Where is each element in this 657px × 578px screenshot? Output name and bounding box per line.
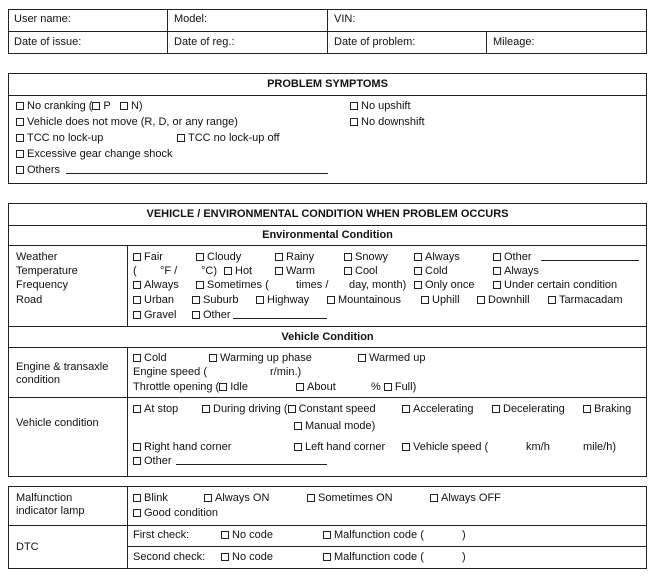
- checkbox-icon[interactable]: [120, 102, 128, 110]
- checkbox-icon[interactable]: [133, 509, 141, 517]
- weather-fair: Fair: [133, 251, 163, 264]
- checkbox-icon[interactable]: [133, 494, 141, 502]
- road-label: Road: [16, 294, 43, 306]
- checkbox-icon[interactable]: [294, 422, 302, 430]
- dtc-label: DTC: [16, 541, 39, 553]
- vehicle-braking: Braking: [583, 403, 631, 416]
- checkbox-icon[interactable]: [402, 405, 410, 413]
- info-col-divider: [486, 31, 487, 54]
- weather-snowy: Snowy: [344, 251, 388, 264]
- checkbox-icon[interactable]: [16, 102, 24, 110]
- checkbox-icon[interactable]: [384, 383, 392, 391]
- conditions-col-divider: [127, 245, 128, 326]
- dtc-first-no-code: No code: [221, 529, 273, 542]
- engine-warming: Warming up phase: [209, 352, 312, 365]
- symptom-shock: Excessive gear change shock: [16, 148, 173, 161]
- checkbox-icon[interactable]: [275, 253, 283, 261]
- checkbox-icon[interactable]: [402, 443, 410, 451]
- temp-celsius: °C): [201, 265, 218, 277]
- road-suburb: Suburb: [192, 294, 238, 307]
- mileage-field[interactable]: Mileage:: [493, 36, 535, 48]
- temp-cold: Cold: [414, 265, 448, 278]
- road-tarmacadam: Tarmacadam: [548, 294, 623, 307]
- symptoms-title-divider: [8, 95, 647, 96]
- engine-warmed: Warmed up: [358, 352, 425, 365]
- model-field[interactable]: Model:: [174, 13, 208, 25]
- vehicle-right-corner: Right hand corner: [133, 441, 231, 454]
- weather-other-blank-line[interactable]: [541, 260, 639, 261]
- dtc-second-close: ): [462, 551, 466, 563]
- weather-cloudy: Cloudy: [196, 251, 241, 264]
- conditions-divider: [8, 347, 647, 348]
- checkbox-icon[interactable]: [296, 383, 304, 391]
- checkbox-icon[interactable]: [192, 311, 200, 319]
- freq-day-month: day, month): [349, 279, 407, 291]
- checkbox-icon[interactable]: [414, 281, 422, 289]
- vehicle-speed-mileh: mile/h): [583, 441, 617, 453]
- checkbox-icon[interactable]: [219, 383, 227, 391]
- dtc-second-check: Second check:: [133, 551, 206, 563]
- checkbox-icon[interactable]: [204, 494, 212, 502]
- temp-cool: Cool: [344, 265, 378, 278]
- checkbox-icon[interactable]: [177, 134, 185, 142]
- mil-always-off: Always OFF: [430, 492, 501, 505]
- checkbox-icon[interactable]: [192, 296, 200, 304]
- road-other: Other: [192, 309, 231, 322]
- vehicle-speed: Vehicle speed (: [402, 441, 488, 454]
- info-col-divider: [167, 9, 168, 54]
- road-mountainous: Mountainous: [327, 294, 401, 307]
- mil-blink: Blink: [133, 492, 168, 505]
- conditions-divider: [8, 225, 647, 226]
- symptom-no-downshift: No downshift: [350, 116, 425, 129]
- checkbox-icon[interactable]: [350, 102, 358, 110]
- checkbox-icon[interactable]: [344, 253, 352, 261]
- temp-always: Always: [493, 265, 539, 278]
- weather-rainy: Rainy: [275, 251, 314, 264]
- conditions-divider: [8, 245, 647, 246]
- checkbox-icon[interactable]: [133, 311, 141, 319]
- checkbox-icon[interactable]: [16, 134, 24, 142]
- vehicle-decelerating: Decelerating: [492, 403, 565, 416]
- symptoms-title: PROBLEM SYMPTOMS: [267, 78, 388, 90]
- weather-always: Always: [414, 251, 460, 264]
- checkbox-icon[interactable]: [583, 405, 591, 413]
- checkbox-icon[interactable]: [133, 253, 141, 261]
- conditions-divider: [8, 326, 647, 327]
- checkbox-icon[interactable]: [323, 531, 331, 539]
- mil-dtc-divider: [8, 525, 647, 526]
- weather-other: Other: [493, 251, 532, 264]
- checkbox-icon[interactable]: [323, 553, 331, 561]
- checkbox-icon[interactable]: [548, 296, 556, 304]
- symptom-no-cranking: No cranking ( P N): [16, 100, 143, 113]
- checkbox-icon[interactable]: [221, 553, 229, 561]
- symptom-tcc-lockup-off: TCC no lock-up off: [177, 132, 280, 145]
- vehicle-speed-kmh: km/h: [526, 441, 550, 453]
- checkbox-icon[interactable]: [492, 405, 500, 413]
- date-of-problem-field[interactable]: Date of problem:: [334, 36, 416, 48]
- checkbox-icon[interactable]: [350, 118, 358, 126]
- road-urban: Urban: [133, 294, 174, 307]
- freq-under-certain: Under certain condition: [493, 279, 617, 292]
- mil-sometimes-on: Sometimes ON: [307, 492, 393, 505]
- road-other-blank-line[interactable]: [233, 318, 327, 319]
- checkbox-icon[interactable]: [414, 253, 422, 261]
- date-of-issue-field[interactable]: Date of issue:: [14, 36, 82, 48]
- checkbox-icon[interactable]: [133, 443, 141, 451]
- temperature-label: Temperature: [16, 265, 78, 277]
- engine-rpm: r/min.): [270, 366, 302, 378]
- frequency-label: Frequency: [16, 279, 68, 291]
- freq-times: times /: [296, 279, 329, 291]
- mil-label: Malfunction indicator lamp: [16, 492, 85, 517]
- road-highway: Highway: [256, 294, 309, 307]
- throttle-opening: Throttle opening ( Idle: [133, 381, 248, 393]
- checkbox-icon[interactable]: [275, 267, 283, 275]
- dtc-first-malfunction: Malfunction code (: [323, 529, 424, 542]
- checkbox-icon[interactable]: [133, 296, 141, 304]
- checkbox-icon[interactable]: [288, 405, 296, 413]
- checkbox-icon[interactable]: [307, 494, 315, 502]
- road-uphill: Uphill: [421, 294, 460, 307]
- checkbox-icon[interactable]: [477, 296, 485, 304]
- dtc-row-divider: [127, 546, 647, 547]
- user-name-field[interactable]: User name:: [14, 13, 71, 25]
- checkbox-icon[interactable]: [344, 267, 352, 275]
- checkbox-icon[interactable]: [430, 494, 438, 502]
- mil-always-on: Always ON: [204, 492, 269, 505]
- checkbox-icon[interactable]: [196, 253, 204, 261]
- temp-hot: Hot: [224, 265, 252, 278]
- checkbox-icon[interactable]: [327, 296, 335, 304]
- engine-cold: Cold: [133, 352, 167, 365]
- vehicle-accelerating: Accelerating: [402, 403, 474, 416]
- freq-only-once: Only once: [414, 279, 475, 292]
- info-col-divider: [327, 9, 328, 54]
- dtc-first-close: ): [462, 529, 466, 541]
- throttle-percent: % Full): [371, 381, 417, 393]
- checkbox-icon[interactable]: [16, 118, 24, 126]
- vin-field[interactable]: VIN:: [334, 13, 356, 25]
- vehicle-condition-label: Vehicle condition: [16, 417, 99, 429]
- checkbox-icon[interactable]: [294, 443, 302, 451]
- checkbox-icon[interactable]: [196, 281, 204, 289]
- dtc-second-malfunction: Malfunction code (: [323, 551, 424, 564]
- checkbox-icon[interactable]: [16, 166, 24, 174]
- checkbox-icon[interactable]: [133, 354, 141, 362]
- checkbox-icon[interactable]: [221, 531, 229, 539]
- weather-label: Weather: [16, 251, 58, 263]
- symptom-tcc-no-lockup: TCC no lock-up: [16, 132, 103, 145]
- checkbox-icon[interactable]: [133, 457, 141, 465]
- conditions-title: VEHICLE / ENVIRONMENTAL CONDITION WHEN PROBLEM OCCURS: [146, 208, 509, 220]
- checkbox-icon[interactable]: [209, 354, 217, 362]
- mil-dtc-col-divider: [127, 486, 128, 569]
- symptom-others: Others: [16, 164, 60, 177]
- vehicle-other: Other: [133, 455, 172, 468]
- dtc-first-check: First check:: [133, 529, 190, 541]
- checkbox-icon[interactable]: [224, 267, 232, 275]
- others-blank-line[interactable]: [66, 173, 328, 174]
- checkbox-icon[interactable]: [358, 354, 366, 362]
- checkbox-icon[interactable]: [256, 296, 264, 304]
- vehicle-manual-mode: Manual mode): [294, 420, 375, 433]
- throttle-about: About: [296, 381, 336, 394]
- vehicle-during-driving: During driving ( Constant speed: [202, 403, 376, 416]
- temp-open-paren: (: [133, 265, 137, 277]
- symptom-no-upshift: No upshift: [350, 100, 411, 113]
- checkbox-icon[interactable]: [202, 405, 210, 413]
- checkbox-icon[interactable]: [493, 281, 501, 289]
- freq-sometimes: Sometimes (: [196, 279, 269, 292]
- symptom-no-move: Vehicle does not move (R, D, or any range): [16, 116, 238, 129]
- checkbox-icon[interactable]: [16, 150, 24, 158]
- vehicle-other-blank-line[interactable]: [176, 464, 327, 465]
- temp-fahrenheit: °F /: [160, 265, 178, 277]
- road-downhill: Downhill: [477, 294, 530, 307]
- engine-speed: Engine speed (: [133, 366, 207, 378]
- conditions-divider: [8, 397, 647, 398]
- temp-warm: Warm: [275, 265, 315, 278]
- checkbox-icon[interactable]: [493, 253, 501, 261]
- vehicle-at-stop: At stop: [133, 403, 178, 416]
- engine-transaxle-label: Engine & transaxle condition: [16, 361, 109, 386]
- checkbox-icon[interactable]: [92, 102, 100, 110]
- date-of-reg-field[interactable]: Date of reg.:: [174, 36, 235, 48]
- conditions-col-divider: [127, 347, 128, 477]
- checkbox-icon[interactable]: [133, 281, 141, 289]
- checkbox-icon[interactable]: [133, 405, 141, 413]
- vehicle-left-corner: Left hand corner: [294, 441, 385, 454]
- mil-good-condition: Good condition: [133, 507, 218, 520]
- freq-always: Always: [133, 279, 179, 292]
- env-condition-title: Environmental Condition: [262, 229, 393, 241]
- vehicle-condition-title: Vehicle Condition: [281, 331, 374, 343]
- checkbox-icon[interactable]: [421, 296, 429, 304]
- road-gravel: Gravel: [133, 309, 176, 322]
- checkbox-icon[interactable]: [414, 267, 422, 275]
- checkbox-icon[interactable]: [493, 267, 501, 275]
- dtc-second-no-code: No code: [221, 551, 273, 564]
